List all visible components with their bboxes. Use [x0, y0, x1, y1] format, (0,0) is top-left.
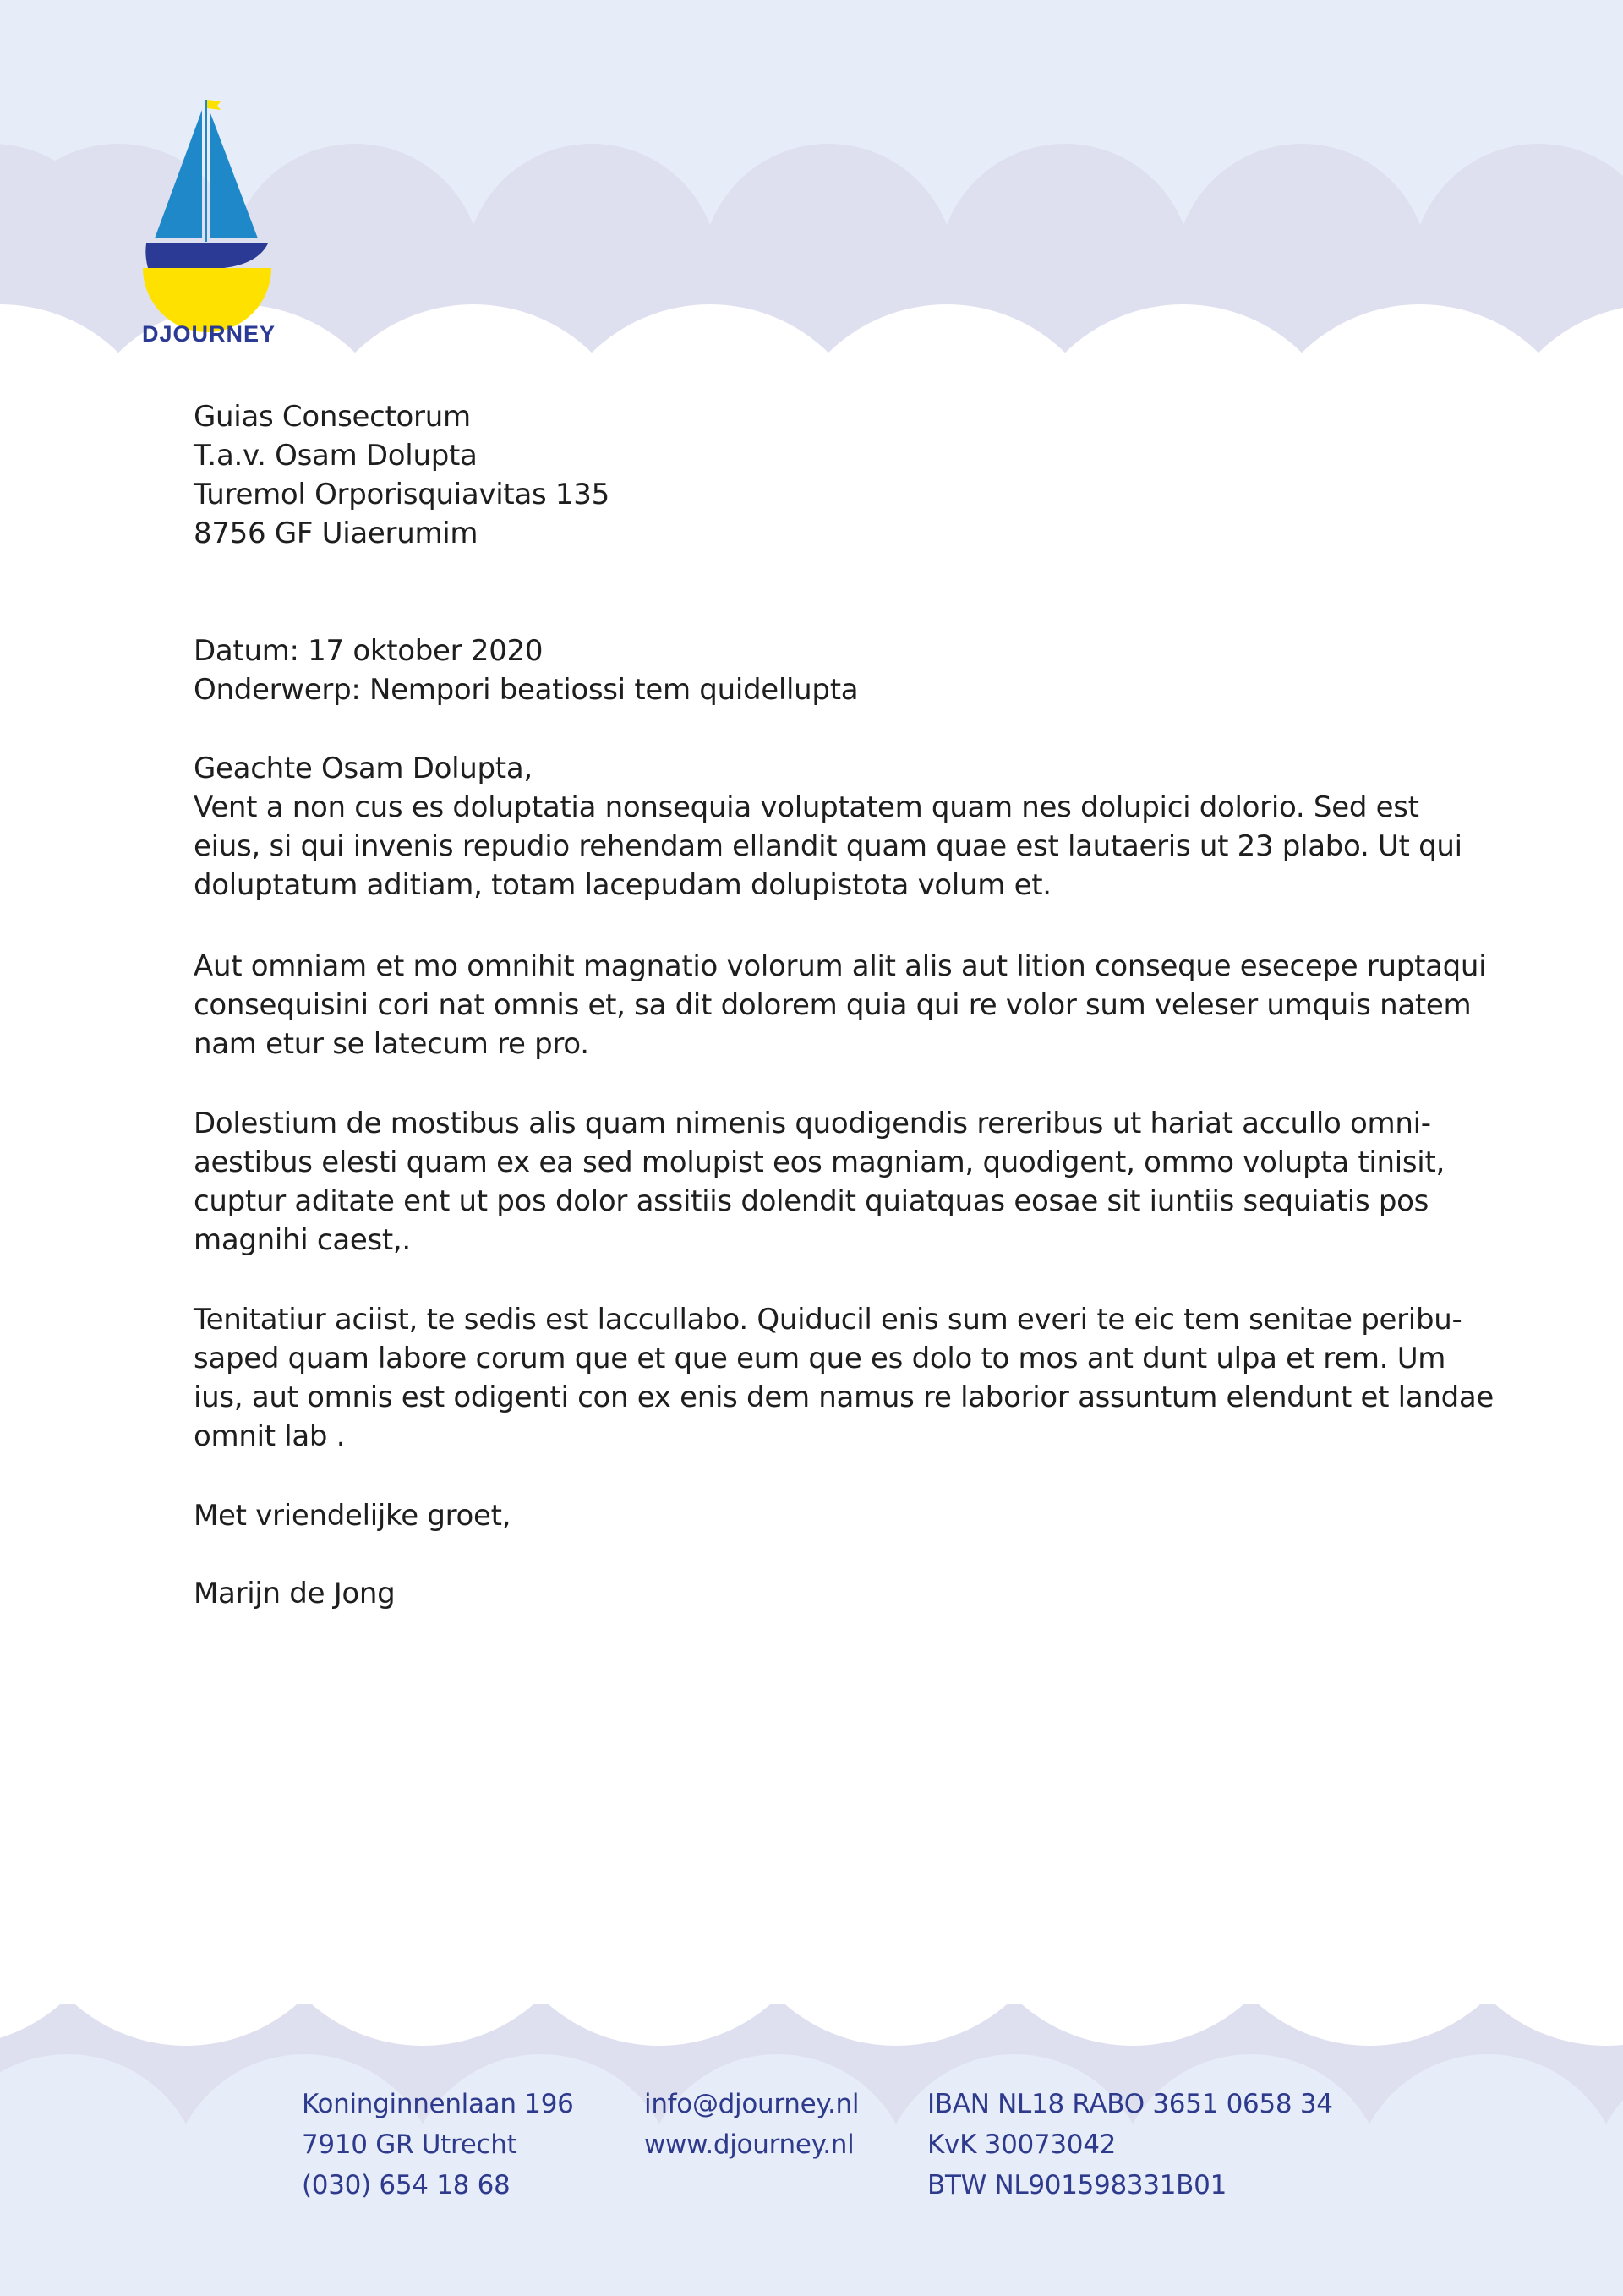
salutation: [194, 749, 1529, 788]
recipient-line: T.a.v. Osam Dolupta: [194, 439, 478, 473]
recipient-line: 8756 GF Uiaerumim: [194, 517, 478, 550]
footer-phone: (030) 654 18 68: [302, 2170, 511, 2200]
letter-date: Datum: 17 oktober 2020: [194, 634, 544, 668]
footer-contact: [644, 2084, 859, 2165]
paragraph-line: ius, aut omnis est odigenti con ex enis dem namus re laborior assuntum elendunt et landae: [194, 1380, 1495, 1414]
footer-address: [302, 2084, 574, 2206]
recipient-address: [194, 397, 1529, 553]
footer-bank: [927, 2084, 1333, 2206]
paragraph-line: cuptur aditate ent ut pos dolor assitiis dolendit quiatquas eosae sit iuntiis sequiatis pos: [194, 1184, 1429, 1218]
body-paragraph: [194, 1104, 1529, 1260]
closing: [194, 1496, 1529, 1535]
paragraph-line: Tenitatiur aciist, te sedis est laccullabo. Quiducil enis sum everi te eic tem senitae peribu-: [194, 1303, 1462, 1337]
footer-kvk: KvK 30073042: [927, 2129, 1117, 2160]
paragraph-line: doluptatum aditiam, totam lacepudam dolupistota volum et.: [194, 868, 1052, 902]
paragraph-line: consequisini cori nat omnis et, sa dit dolorem quia qui re volor sum veleser umquis natem: [194, 988, 1472, 1022]
footer-city: 7910 GR Utrecht: [302, 2129, 517, 2160]
body-paragraph: [194, 947, 1529, 1063]
footer-email-link[interactable]: info@djourney.nl: [644, 2089, 860, 2119]
letter-meta: [194, 631, 1529, 709]
salutation-text: Geachte Osam Dolupta,: [194, 752, 533, 785]
paragraph-line: aestibus elesti quam ex ea sed molupist eos magniam, quodigent, ommo volupta tinisit,: [194, 1145, 1445, 1179]
closing-text: Met vriendelijke groet,: [194, 1499, 511, 1533]
footer-iban: IBAN NL18 RABO 3651 0658 34: [927, 2089, 1333, 2119]
footer-street: Koninginnenlaan 196: [302, 2089, 574, 2119]
footer-btw: BTW NL901598331B01: [927, 2170, 1227, 2200]
footer-website-link[interactable]: www.djourney.nl: [644, 2129, 855, 2160]
paragraph-line: nam etur se latecum re pro.: [194, 1027, 589, 1061]
paragraph-line: Dolestium de mostibus alis quam nimenis quodigendis rereribus ut hariat accullo omni-: [194, 1107, 1431, 1140]
letter-subject: Onderwerp: Nempori beatiossi tem quidellupta: [194, 673, 859, 707]
signature: [194, 1574, 1529, 1613]
paragraph-line: eius, si qui invenis repudio rehendam ellandit quam quae est lautaeris ut 23 plabo. Ut qui: [194, 829, 1462, 863]
body-paragraph: [194, 1300, 1529, 1456]
recipient-line: Guias Consectorum: [194, 400, 471, 434]
recipient-line: Turemol Orporisquiavitas 135: [194, 478, 609, 511]
signature-name: Marijn de Jong: [194, 1577, 396, 1610]
paragraph-line: saped quam labore corum que et que eum que es dolo to mos ant dunt ulpa et rem. Um: [194, 1342, 1446, 1375]
paragraph-line: omnit lab .: [194, 1419, 346, 1453]
paragraph-line: magnihi caest,.: [194, 1223, 411, 1257]
paragraph-line: Aut omniam et mo omnihit magnatio volorum alit alis aut lition conseque esecepe ruptaqui: [194, 949, 1487, 983]
body-paragraph: [194, 788, 1529, 905]
paragraph-line: Vent a non cus es doluptatia nonsequia voluptatem quam nes dolupici dolorio. Sed est: [194, 790, 1419, 824]
sailboat-logo-icon: [139, 95, 275, 348]
brand-name: DJOURNEY: [142, 321, 276, 347]
